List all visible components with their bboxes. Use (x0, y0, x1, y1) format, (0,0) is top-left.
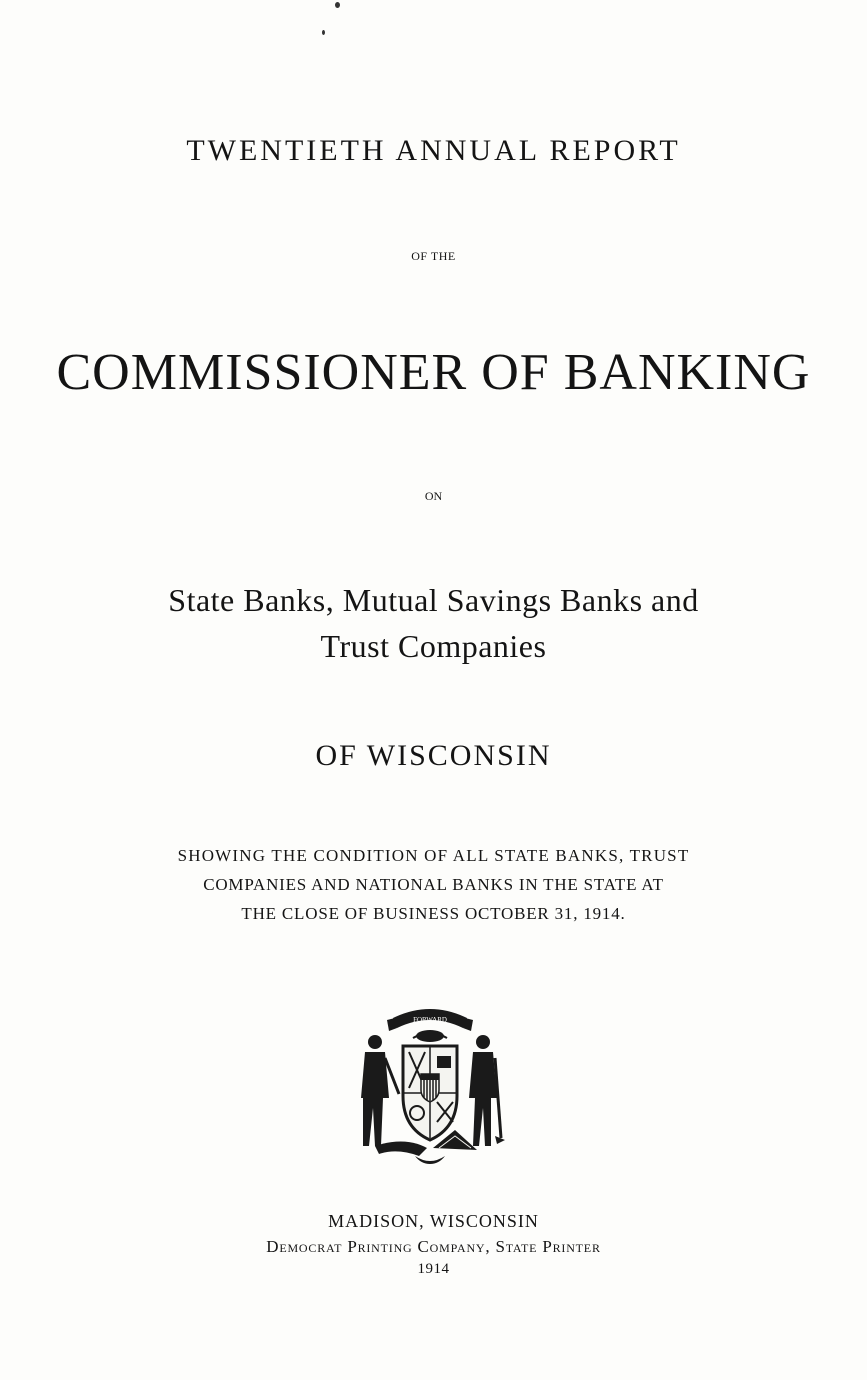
subject-line-1: State Banks, Mutual Savings Banks and (168, 582, 699, 618)
report-title: TWENTIETH ANNUAL REPORT (186, 134, 681, 167)
of-the-label: OF THE (411, 249, 456, 263)
wisconsin-state-seal-icon (355, 998, 505, 1166)
subject-line-2: Trust Companies (320, 628, 547, 664)
imprint-printer: Democrat Printing Company, State Printer (266, 1237, 601, 1256)
seal-motto: FORWARD (413, 1016, 447, 1024)
ink-speck (322, 30, 325, 35)
imprint-place: MADISON, WISCONSIN (328, 1211, 539, 1231)
state-name: OF WISCONSIN (315, 739, 552, 772)
on-label: ON (424, 489, 443, 503)
office-title: COMMISSIONER OF BANKING (56, 344, 811, 401)
description-line-1: SHOWING THE CONDITION OF ALL STATE BANKS, TRUST (177, 846, 690, 865)
imprint-year: 1914 (417, 1261, 450, 1277)
description-line-2: COMPANIES AND NATIONAL BANKS IN THE STATE AT (203, 875, 664, 894)
description-line-3: THE CLOSE OF BUSINESS OCTOBER 31, 1914. (241, 904, 626, 923)
ink-speck (335, 2, 340, 8)
